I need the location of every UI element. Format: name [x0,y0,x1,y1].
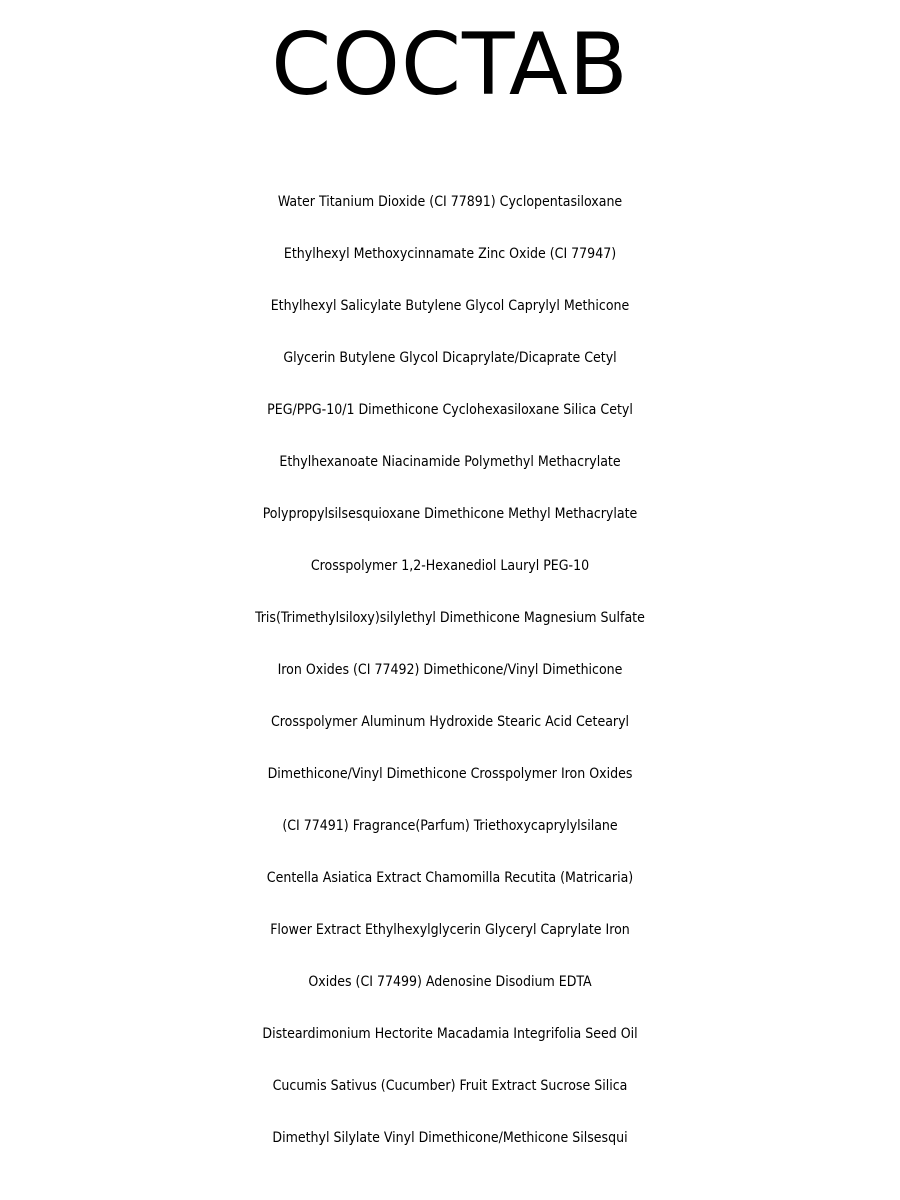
ingredients-line: PEG/PPG-10/1 Dimethicone Cyclohexasiloxane Silica Cetyl [267,402,633,418]
ingredients-line: Dimethyl Silylate Vinyl Dimethicone/Methicone Silsesqui [272,1130,628,1146]
ingredients-line: Polypropylsilsesquioxane Dimethicone Methyl Methacrylate [262,506,638,522]
ingredients-line: Centella Asiatica Extract Chamomilla Recutita (Matricaria) [266,870,634,886]
ingredients-line: Oxides (CI 77499) Adenosine Disodium EDTA [308,974,592,990]
ingredients-line: Glycerin Butylene Glycol Dicaprylate/Dicaprate Cetyl [283,350,617,366]
ingredients-line: (CI 77491) Fragrance(Parfum) Triethoxycaprylylsilane [282,818,618,834]
ingredients-line: Ethylhexyl Salicylate Butylene Glycol Caprylyl Methicone [270,298,630,314]
ingredients-line: Crosspolymer 1,2-Hexanediol Lauryl PEG-10 [310,558,590,574]
ingredients-list [0,176,900,1164]
ingredients-line: Crosspolymer Aluminum Hydroxide Stearic Acid Cetearyl [270,714,630,730]
page-title: COCTAB [271,15,629,115]
ingredients-line: Ethylhexanoate Niacinamide Polymethyl Methacrylate [279,454,621,470]
ingredients-line: Dimethicone/Vinyl Dimethicone Crosspolymer Iron Oxides [267,766,633,782]
ingredients-line: Tris(Trimethylsiloxy)silylethyl Dimethicone Magnesium Sulfate [255,610,645,626]
ingredients-line: Cucumis Sativus (Cucumber) Fruit Extract Sucrose Silica [272,1078,628,1094]
ingredients-line: Flower Extract Ethylhexylglycerin Glyceryl Caprylate Iron [270,922,630,938]
ingredients-line: Disteardimonium Hectorite Macadamia Integrifolia Seed Oil [262,1026,638,1042]
ingredients-line: Water Titanium Dioxide (CI 77891) Cyclopentasiloxane [277,194,623,210]
ingredients-line: Ethylhexyl Methoxycinnamate Zinc Oxide (CI 77947) [283,246,617,262]
ingredients-line: Iron Oxides (CI 77492) Dimethicone/Vinyl Dimethicone [277,662,623,678]
